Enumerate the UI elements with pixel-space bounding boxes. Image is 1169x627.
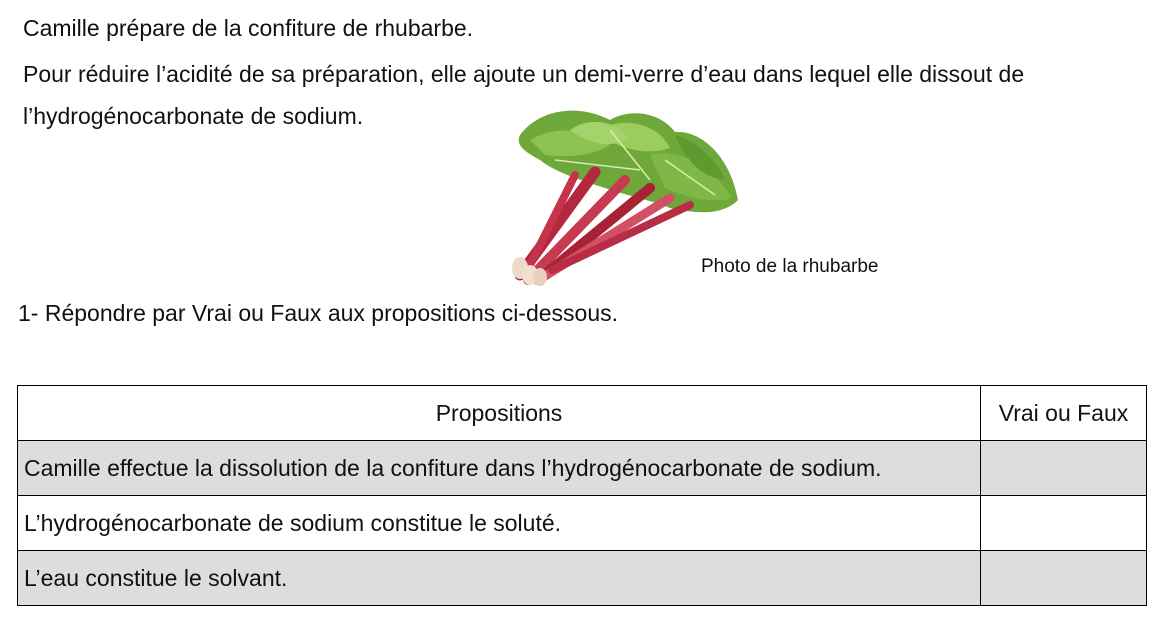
answer-cell[interactable] (981, 551, 1147, 606)
photo-caption: Photo de la rhubarbe (701, 256, 879, 277)
answer-cell[interactable] (981, 441, 1147, 496)
table-header-row (18, 386, 1147, 441)
header-vrai-ou-faux: Vrai ou Faux (981, 386, 1147, 441)
question-text: 1- Répondre par Vrai ou Faux aux propositions ci-dessous. (18, 300, 619, 326)
intro-line-2: Pour réduire l’acidité de sa préparation, elle ajoute un demi-verre d’eau dans lequel elle dissout de (23, 61, 1025, 87)
answer-cell[interactable] (981, 496, 1147, 551)
table-row (18, 496, 1147, 551)
rhubarb-leaves (519, 111, 738, 213)
table-row (18, 551, 1147, 606)
proposition-cell: L’eau constitue le solvant. (18, 551, 981, 606)
intro-line-3: l’hydrogénocarbonate de sodium. (23, 103, 364, 129)
header-propositions: Propositions (18, 386, 981, 441)
proposition-cell: Camille effectue la dissolution de la confiture dans l’hydrogénocarbonate de sodium. (18, 441, 981, 496)
propositions-table (17, 385, 1147, 606)
table-row (18, 441, 1147, 496)
intro-line-1: Camille prépare de la confiture de rhubarbe. (23, 15, 474, 41)
proposition-cell: L’hydrogénocarbonate de sodium constitue le soluté. (18, 496, 981, 551)
